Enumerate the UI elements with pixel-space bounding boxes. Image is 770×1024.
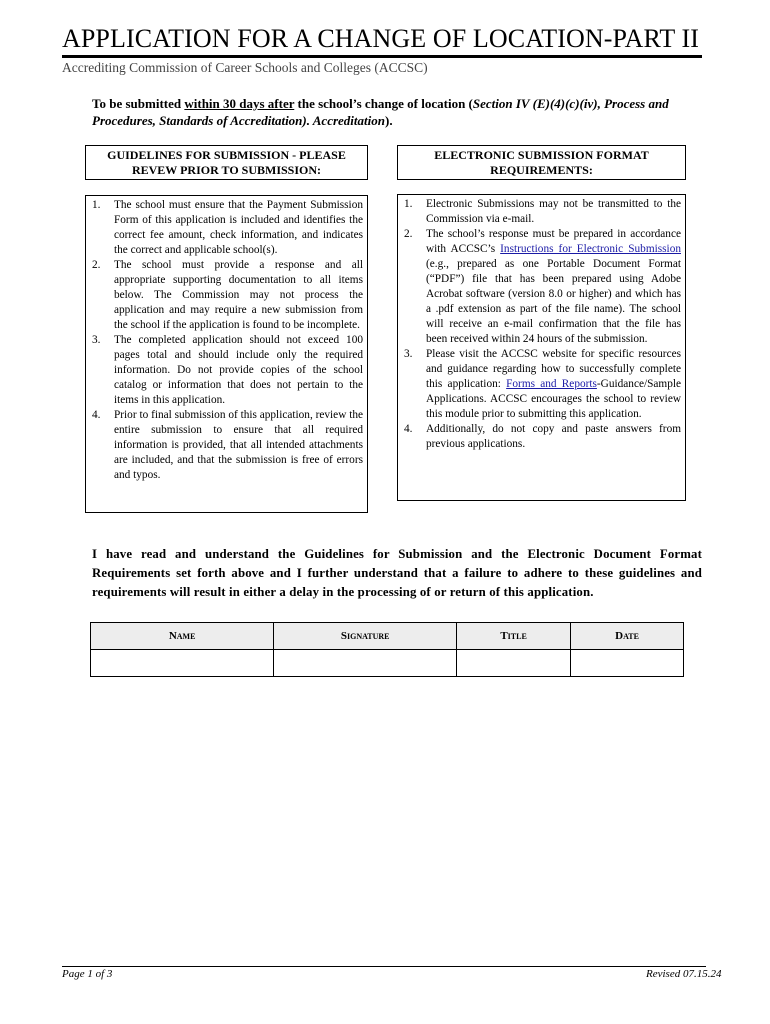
format-number: 4.	[404, 423, 413, 435]
guideline-item	[88, 333, 363, 408]
guideline-item	[88, 408, 363, 483]
signature-field[interactable]	[274, 650, 457, 677]
format-text: Please visit the ACCSC website for specific resources and guidance regarding how to successfully complete this application: Forms and Reports-Guidance/Sample Applications. ACCSC encourages the school to review this module prior to submitting this application.	[426, 348, 681, 420]
column-header-signature: Signature	[274, 623, 457, 650]
intro-deadline: within 30 days after	[184, 96, 295, 111]
format-text: Additionally, do not copy and paste answers from previous applications.	[426, 423, 681, 450]
format-text: The school’s response must be prepared in accordance with ACCSC’s Instructions for Electronic Submission (e.g., prepared as one Portable Document Format (“PDF”) file that has been prepared using Adobe Acrobat software (version 8.0 or higher) and which has a .pdf extension as part of the file name). The school will receive an e-mail confirmation that the file has been received within 24 hours of the submission.	[426, 228, 681, 345]
format-number: 1.	[404, 198, 413, 210]
intro-part3: ).	[384, 113, 393, 128]
title-field[interactable]	[457, 650, 571, 677]
format-item	[400, 422, 681, 452]
guideline-text: Prior to final submission of this application, review the entire submission to ensure that all required information is provided, that all intended attachments are included, and that the submission is free of errors and typos.	[114, 409, 363, 481]
guideline-item	[88, 258, 363, 333]
organization-subtitle: Accrediting Commission of Career Schools and Colleges (ACCSC)	[62, 60, 428, 75]
format-number: 3.	[404, 348, 413, 360]
title-divider	[62, 55, 702, 58]
page-number: Page 1 of 3	[62, 968, 113, 980]
name-field[interactable]	[91, 650, 274, 677]
column-header-date: Date	[571, 623, 684, 650]
intro-part2: the school’s change of location (	[294, 96, 473, 111]
intro-part1: To be submitted	[92, 96, 185, 111]
guideline-number: 2.	[92, 259, 101, 271]
format-item	[400, 227, 681, 347]
guideline-number: 1.	[92, 199, 101, 211]
signature-table	[90, 622, 684, 677]
forms-and-reports-link[interactable]: Forms and Reports	[506, 378, 597, 390]
guideline-number: 3.	[92, 334, 101, 346]
format-number: 2.	[404, 228, 413, 240]
instructions-link[interactable]: Instructions for Electronic Submission	[500, 243, 681, 255]
guideline-text: The completed application should not exceed 100 pages total and should include only the required information. Do not provide copies of the school catalog or information that does not pertain to the items in this application.	[114, 334, 363, 406]
guideline-text: The school must ensure that the Payment Submission Form of this application is included and identifies the correct fee amount, check information, and indicates the correct and applicable school(s).	[114, 199, 363, 256]
column-header-name: Name	[91, 623, 274, 650]
guideline-number: 4.	[92, 409, 101, 421]
electronic-format-header: ELECTRONIC SUBMISSION FORMAT REQUIREMENTS:	[397, 145, 686, 180]
intro-citation: Section IV (E)(4)(c)(iv), Process and Procedures, Standards of Accreditation). Accreditation	[92, 96, 669, 128]
guidelines-box	[85, 195, 368, 513]
guideline-text: The school must provide a response and all appropriate supporting documentation to all items below. The Commission may not process the application and may require a new submission from the school if the application is found to be incomplete.	[114, 259, 363, 331]
column-header-title: Title	[457, 623, 571, 650]
acknowledgement-statement: I have read and understand the Guidelines for Submission and the Electronic Document Format Requirements set forth above and I further understand that a failure to adhere to these guidelines and requirements will result in either a delay in the processing of or return of this application.	[92, 547, 702, 599]
electronic-format-box	[397, 194, 686, 501]
guideline-item	[88, 198, 363, 258]
date-field[interactable]	[571, 650, 684, 677]
format-item	[400, 347, 681, 422]
footer-divider	[62, 966, 706, 967]
page-title: APPLICATION FOR A CHANGE OF LOCATION-PART II	[62, 24, 700, 53]
format-text: Electronic Submissions may not be transmitted to the Commission via e-mail.	[426, 198, 681, 225]
format-item	[400, 197, 681, 227]
guidelines-header: GUIDELINES FOR SUBMISSION - PLEASE REVEW PRIOR TO SUBMISSION:	[85, 145, 368, 180]
revision-date: Revised 07.15.24	[646, 968, 722, 980]
submission-instructions	[92, 95, 692, 129]
